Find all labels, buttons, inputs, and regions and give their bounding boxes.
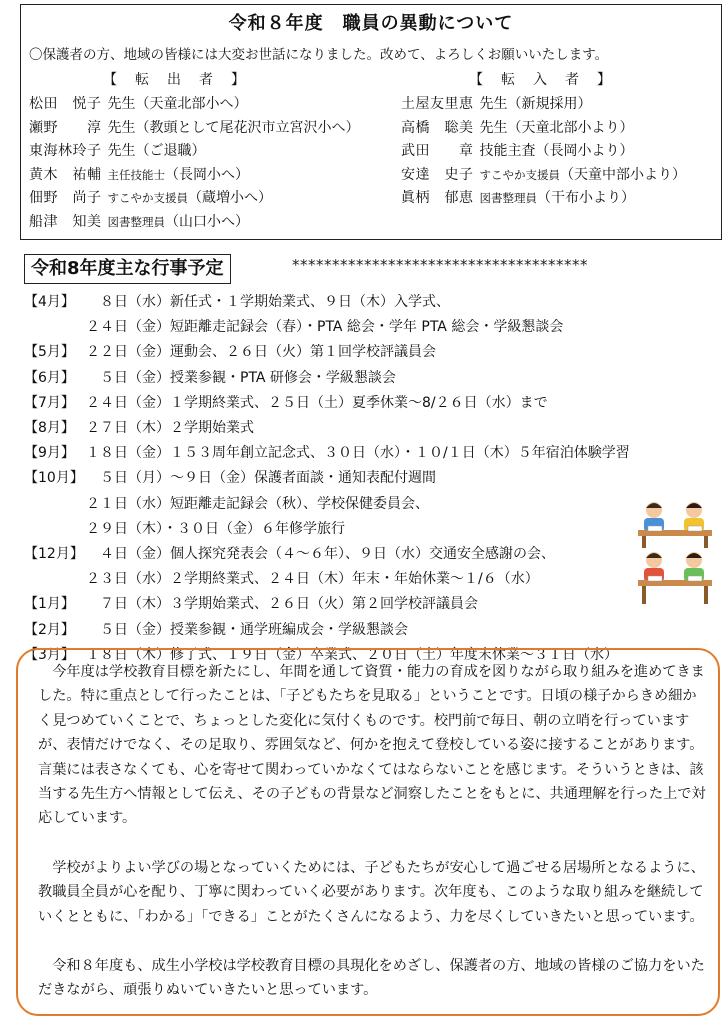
event-row: [24, 592, 478, 617]
incoming-staff-row: [401, 93, 686, 117]
staff-name: 土屋友里恵: [401, 96, 474, 112]
staff-destination: （長岡小より）: [535, 143, 634, 159]
staff-role: 先生: [479, 119, 508, 136]
event-row: [24, 441, 630, 466]
event-text: ５日（金）授業参観・PTA 研修会・学級懇談会: [86, 369, 396, 386]
staff-destination: （天童北部小より）: [507, 119, 634, 136]
staff-role: 図書整理員: [107, 214, 165, 229]
incoming-staff-row: [401, 140, 686, 164]
event-text: ２７日（木）２学期始業式: [86, 420, 254, 436]
event-month: 【2月】: [24, 621, 75, 638]
outgoing-staff-row: [29, 211, 359, 235]
incoming-staff-row: [401, 117, 686, 141]
event-row: [24, 391, 548, 416]
event-text: ７日（木）３学期始業式、２６日（火）第２回学校評議員会: [86, 596, 478, 613]
event-text: ２３日（水）２学期終業式、２４日（木）年末・年始休業～１/６（水）: [86, 571, 539, 588]
event-row: [24, 290, 450, 315]
events-title: 令和8年度主な行事予定: [24, 254, 231, 284]
staff-destination: （山口小へ）: [164, 213, 249, 230]
outgoing-staff-row: [29, 93, 359, 117]
event-row: [24, 542, 555, 567]
event-text: ２９日（木）・３０日（金）６年修学旅行: [86, 520, 345, 537]
staff-name: 武田 章: [401, 143, 474, 159]
event-row: [24, 618, 408, 643]
staff-destination: （蔵増小へ）: [187, 190, 272, 206]
event-month: 【4月】: [24, 294, 75, 310]
message-paragraph-2: 学校がよりよい学びの場となっていくためには、子どもたちが安心して過ごせる居場所となるように、教職員全員が心を配り、丁寧に関わっていく必要があります。次年度も、このような取り組みを継続していくとともに、「わかる」「できる」ことがたくさんになるよう、力を尽くしていきたいと思っています。: [38, 860, 705, 925]
staff-name: 松田 悦子: [29, 96, 102, 112]
staff-role: 先生: [107, 96, 136, 112]
event-month: 【9月】: [24, 445, 75, 462]
staff-destination: （教頭として尾花沢市立宮沢小へ）: [135, 119, 360, 136]
event-row: [24, 315, 563, 340]
incoming-staff-row: [401, 164, 686, 188]
event-text: ４日（金）個人探究発表会（４～６年）、９日（水）交通安全感謝の会、: [86, 546, 555, 562]
staff-name: 船津 知美: [29, 213, 102, 230]
staff-role: 技能主査: [479, 143, 536, 159]
staff-name: 黄木 祐輔: [29, 166, 102, 183]
event-month: 【10月】: [24, 470, 84, 487]
event-row: [24, 517, 345, 542]
incoming-staff-row: [401, 187, 686, 211]
event-row: [24, 567, 539, 592]
event-text: １８日（木）修了式、１９日（金）卒業式、２０日（土）年度末休業～３１日（水）: [86, 646, 618, 663]
event-month: 【1月】: [24, 596, 75, 613]
message-paragraph-3: 令和８年度も、成生小学校は学校教育目標の具現化をめざし、保護者の方、地域の皆様のご協力をいただきながら、頑張りぬいていきたいと思っています。: [38, 958, 705, 999]
staff-role: 主任技能士: [107, 167, 165, 182]
staff-destination: （ご退職）: [135, 143, 206, 159]
outgoing-staff-row: [29, 140, 359, 164]
outgoing-staff-row: [29, 164, 359, 188]
staff-name: 瀬野 淳: [29, 119, 102, 136]
event-month: 【3月】: [24, 646, 75, 663]
outgoing-staff-list: [29, 93, 359, 234]
message-paragraph-1: 今年度は学校教育目標を新たにし、年間を通して資質・能力の育成を図りながら取り組みを進めてきました。特に重点として行ったことは、「子どもたちを見取る」ということです。日頃の様子からきめ細かく見つめていくことで、ちょっとした変化に気付くものです。校門前で毎日、朝の立哨を行っていますが、表情だけでなく、その足取り、雰囲気など、何かを抱えて登校している姿に接することがあります。言葉には表さなくても、心を寄せて関わっていかなくてはならないことを感じます。そういうときは、該当する先生方へ情報として伝え、その子どもの背景など洞察したことをもとに、共通理解を行った上で対応しています。: [38, 664, 706, 827]
classroom-students-icon: [632, 500, 718, 608]
staff-role: 図書整理員: [479, 191, 537, 205]
event-row: [24, 366, 396, 391]
staff-name: 高橋 聡美: [401, 119, 474, 136]
transfer-title: 令和８年度 職員の異動について: [228, 13, 514, 34]
event-month: 【12月】: [24, 546, 84, 562]
event-text: ２４日（金）１学期終業式、２５日（土）夏季休業～8/２６日（水）まで: [86, 394, 548, 411]
event-row: [24, 492, 429, 517]
outgoing-staff-row: [29, 117, 359, 141]
event-text: １８日（金）１５３周年創立記念式、３０日（水）・１０/１日（木）５年宿泊体験学習: [86, 445, 630, 462]
staff-name: 安達 史子: [401, 166, 474, 183]
event-text: ２４日（金）短距離走記録会（春）・PTA 総会・学年 PTA 総会・学級懇談会: [86, 319, 564, 336]
events-title-decoration: *************************************: [292, 256, 588, 274]
event-text: ５日（金）授業参観・通学班編成会・学級懇談会: [86, 621, 408, 638]
staff-destination: （新規採用）: [507, 96, 592, 112]
incoming-header: 【 転 入 者 】: [469, 72, 613, 88]
event-row: [24, 340, 436, 365]
outgoing-staff-row: [29, 187, 359, 211]
event-row: [24, 416, 254, 441]
staff-transfer-section: [20, 4, 722, 240]
event-month: 【8月】: [24, 420, 75, 436]
staff-destination: （天童北部小へ）: [135, 96, 248, 112]
staff-name: 佃野 尚子: [29, 190, 102, 206]
incoming-staff-list: [401, 93, 686, 211]
staff-role: すこやか支援員: [479, 167, 560, 182]
event-month: 【5月】: [24, 344, 75, 361]
staff-name: 東海林玲子: [29, 143, 102, 159]
outgoing-header: 【 転 出 者 】: [103, 72, 247, 88]
event-row: [24, 466, 436, 491]
staff-destination: （長岡小へ）: [164, 166, 249, 183]
staff-name: 眞柄 郁恵: [401, 190, 474, 206]
staff-destination: （天童中部小より）: [559, 166, 686, 183]
staff-destination: （干布小より）: [536, 190, 635, 206]
staff-role: 先生: [107, 119, 136, 136]
event-text: ２２日（金）運動会、２６日（火）第１回学校評議員会: [86, 344, 436, 361]
principal-message-box: [16, 648, 720, 1016]
transfer-intro: 〇保護者の方、地域の皆様には大変お世話になりました。改めて、よろしくお願いいたします。: [29, 47, 609, 63]
staff-role: 先生: [479, 96, 508, 112]
staff-role: すこやか支援員: [107, 191, 188, 205]
staff-role: 先生: [107, 143, 136, 159]
event-text: ５日（月）～９日（金）保護者面談・通知表配付週間: [86, 470, 436, 487]
event-month: 【6月】: [24, 369, 75, 386]
event-text: ２１日（水）短距離走記録会（秋）、学校保健委員会、: [86, 495, 429, 512]
event-month: 【7月】: [24, 394, 75, 411]
event-text: ８日（水）新任式・１学期始業式、９日（木）入学式、: [86, 294, 450, 310]
